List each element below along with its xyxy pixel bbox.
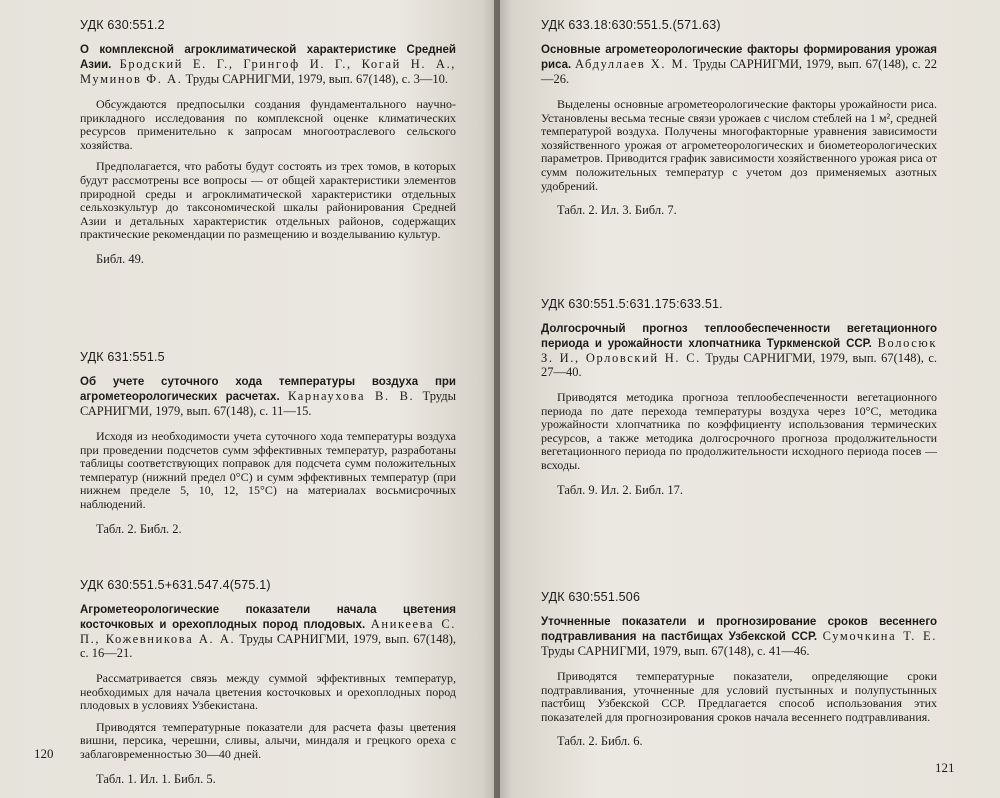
source: Труды САРНИГМИ, 1979, вып. 67(148), с. 22—26. [541,57,938,86]
udc-code: УДК 631:551.5 [80,350,165,364]
abstract-paragraph: Обсуждаются предпосылки создания фундаментального научно-прикладного исследования по комплексной оценке климатических ресурсов применительно к запросам многоотраслевого сельского хозяйства. [80,97,456,152]
abstract-paragraph: Выделены основные агрометеорологические факторы урожайности риса. Установлены весьма тесные связи урожаев с числом стеблей на 1 м², средней температурой воздуха. Получены многофакторные уравнения зависимости хозяйственного урожая от агрометеорологических и биометеорологических параметров. Приводится график зависимости хозяйственного урожая риса от сумм положительных температур с учетом доз применяемых азотных удобрений. [541,97,937,193]
authors: Карнаухова В. В. [287,389,415,403]
citation [541,321,937,379]
authors: Сумочкина Т. Е. [822,629,938,643]
citation [80,602,456,660]
article-title: Уточненные показатели и прогнозирование сроков весеннего подтравливания на пастбищах Узбекской ССР. [541,616,937,643]
citation [541,614,937,658]
bibliography-note: Табл. 9. Ил. 2. Библ. 17. [557,482,683,497]
authors: Бродский Е. Г., Грингоф И. Г., Когай Н. А., Муминов Ф. А. [80,57,457,86]
source: Труды САРНИГМИ, 1979, вып. 67(148), с. 41—46. [541,644,810,658]
abstract-paragraph: Приводятся температурные показатели для расчета фазы цветения вишни, персика, черешни, сливы, алычи, миндаля и грецкого ореха с заблаговременностью 30—40 дней. [80,719,456,761]
citation [80,42,456,86]
authors: Волосюк З. И., Орловский Н. С. [541,336,937,365]
book-gutter [494,0,500,798]
udc-code: УДК 630:551.2 [80,18,165,32]
authors: Аникеева С. П., Кожевникова А. А. [80,617,456,646]
article-title: Основные агрометеорологические факторы формирования урожая риса. [541,44,937,71]
abstract-entry [541,18,937,218]
citation [541,42,937,86]
source: Труды САРНИГМИ, 1979, вып. 67(148), с. 11—15. [80,389,457,418]
article-title: Долгосрочный прогноз теплообеспеченности вегетационного периода и урожайности хлопчатника Туркменской ССР. [541,323,937,350]
abstract-paragraph: Приводятся методика прогноза теплообеспеченности вегетационного периода по дате перехода температуры воздуха через 10°С, методика урожайности хлопчатника по коэффициенту использования термических ресурсов, а также методика долгосрочного прогноза продолжительности вегетационного периода по продолжительности исходного периода посев — всходы. [541,390,937,472]
abstract-paragraph: Исходя из необходимости учета суточного хода температуры воздуха при проведении подсчетов сумм эффективных температур, разработаны таблицы соответствующих поправок для подсчета сумм положительных температур (нижний предел 0°С) и сумм эффективных температур (при нижнем пределе 5, 10, 12, 15°С) на материалах восьмисрочных наблюдений. [80,429,456,511]
source: Труды САРНИГМИ, 1979, вып. 67(148), с. 3—10. [185,72,448,86]
abstract-entry [80,350,456,537]
authors: Абдуллаев Х. М. [575,57,689,71]
udc-code: УДК 630:551.5+631.547.4(575.1) [80,578,271,592]
article-title: Агрометеорологические показатели начала цветения косточковых и орехоплодных пород плодовых. [80,604,456,631]
bibliography-note: Табл. 2. Ил. 3. Библ. 7. [557,203,677,218]
abstract-entry [80,18,456,267]
udc-code: УДК 630:551.506 [541,590,641,604]
page-number: 120 [34,746,54,761]
bibliography-note: Табл. 2. Библ. 2. [96,521,182,536]
article-title: Об учете суточного хода температуры воздуха при агрометеорологических расчетах. [80,376,456,403]
source: Труды САРНИГМИ, 1979, вып. 67(148), с. 27—40. [541,351,938,379]
citation [80,374,456,418]
bibliography-note: Табл. 2. Библ. 6. [557,734,643,749]
page-number: 121 [935,760,955,775]
udc-code: УДК 630:551.5:631.175:633.51. [541,297,723,311]
abstract-entry [80,578,456,787]
abstract-entry [541,297,937,498]
bibliography-note: Библ. 49. [96,251,145,266]
abstract-paragraph: Предполагается, что работы будут состоять из трех томов, в которых будут рассмотрены все вопросы — от общей характеристики элементов природной среды и агроклиматической характеристики отдельных сельхозкультур до таксономической шкалы районирования Средней Азии и детальных характеристик отдельных районов, содержащих практические рекомендации по размещению и возделыванию культур. [80,159,456,242]
article-title: О комплексной агроклиматической характеристике Средней Азии. [80,44,456,71]
abstract-entry [541,590,937,749]
abstract-paragraph: Приводятся температурные показатели, определяющие сроки подтравливания, уточненные для условий пустынных и полупустынных пастбищ Узбекской ССР. Предлагается способ использования этих показателей для прогнозирования сроков начала весеннего подтравливания. [541,669,937,724]
udc-code: УДК 633.18:630:551.5.(571.63) [541,18,721,32]
bibliography-note: Табл. 1. Ил. 1. Библ. 5. [96,771,216,786]
abstract-paragraph: Рассматривается связь между суммой эффективных температур, необходимых для начала цветения косточковых и орехоплодных пород плодовых в условиях Узбекистана. [80,671,456,713]
source: Труды САРНИГМИ, 1979, вып. 67(148), с. 16—21. [80,632,457,660]
